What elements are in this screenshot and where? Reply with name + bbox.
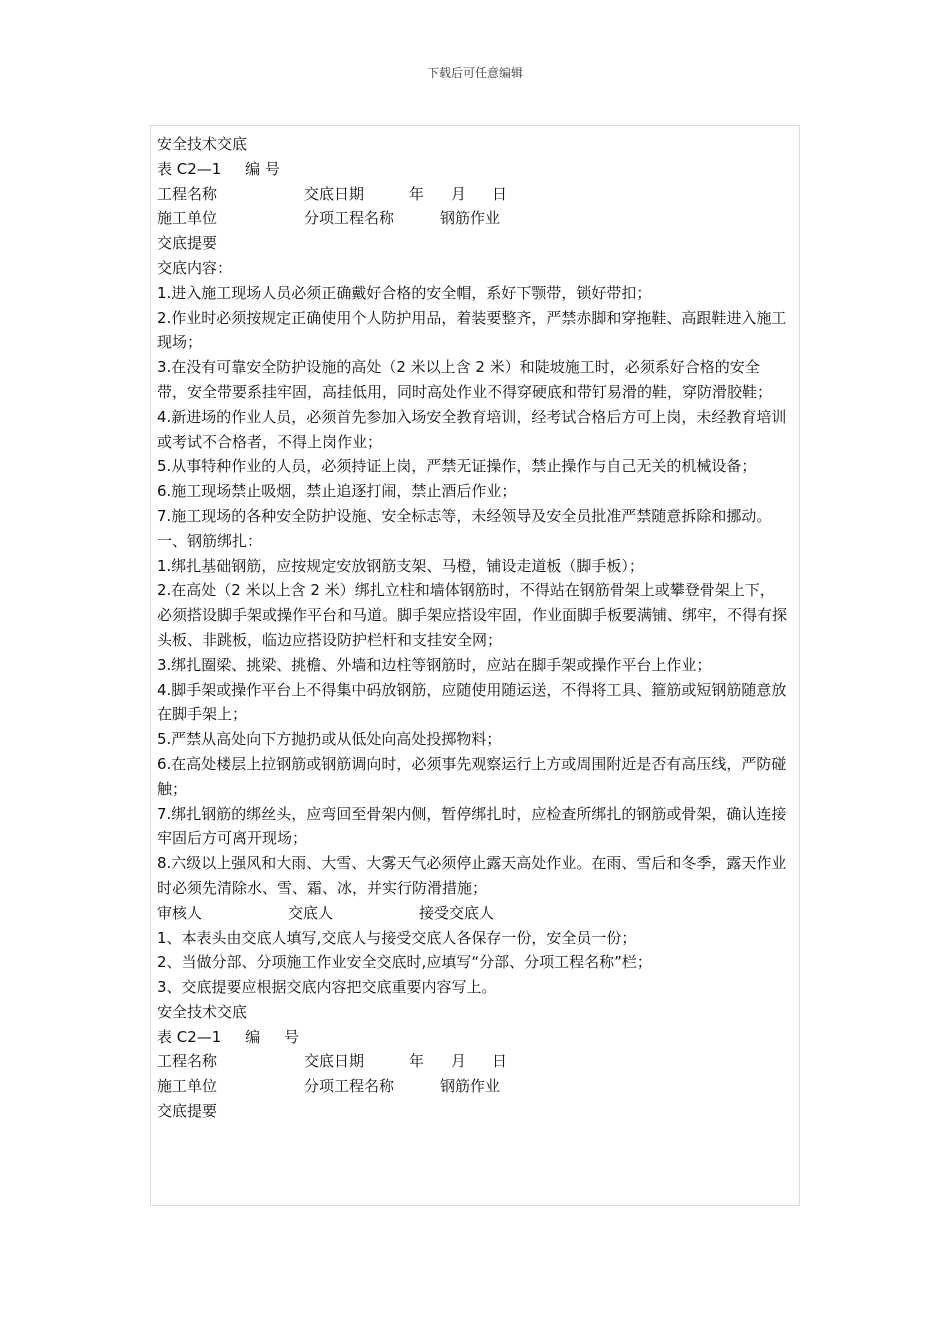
presenter-label: 交底人 (288, 903, 334, 922)
date-label-2: 交底日期 (304, 1052, 365, 1071)
document-frame (150, 125, 800, 1206)
content-item: 4.新进场的作业人员，必须首先参加入场安全教育培训，经考试合格后方可上岗，未经教育培训或考试不合格者，不得上岗作业； (157, 407, 787, 451)
unit-row-2 (157, 1074, 787, 1099)
form-number-2: 表 C2—1 编 号 (157, 1027, 300, 1046)
content-item: 7.施工现场的各种安全防护设施、安全标志等，未经领导及安全员批准严禁随意拆除和挪动。 (157, 506, 772, 525)
year-label: 年 (409, 184, 425, 203)
section-item: 7.绑扎钢筋的绑丝头，应弯回至骨架内侧，暂停绑扎时，应检查所绑扎的钢筋或骨架，确认连接牢固后方可离开现场； (157, 804, 787, 848)
section-item: 3.绑扎圈梁、挑梁、挑檐、外墙和边柱等钢筋时，应站在脚手架或操作平台上作业； (157, 655, 712, 674)
project-name-label: 工程名称 (157, 184, 218, 203)
month-label-2: 月 (451, 1052, 467, 1071)
day-label-2: 日 (492, 1052, 508, 1071)
month-label: 月 (451, 184, 467, 203)
summary-label-2: 交底提要 (157, 1102, 218, 1121)
form-title: 安全技术交底 (157, 135, 248, 153)
note-item: 2、当做分部、分项施工作业安全交底时,应填写“分部、分项工程名称”栏； (157, 953, 652, 972)
form-number: 表 C2—1 编 号 (157, 159, 280, 178)
page-header: 下载后可任意编辑 (426, 66, 523, 80)
signoff-row (157, 901, 787, 926)
content-item: 2.作业时必须按规定正确使用个人防护用品，着装要整齐，严禁赤脚和穿拖鞋、高跟鞋进入施工现场； (157, 308, 787, 352)
document-content (157, 132, 787, 1124)
section-item: 6.在高处楼层上拉钢筋或钢筋调向时，必须事先观察运行上方或周围附近是否有高压线，严防碰触； (157, 754, 787, 798)
section-item: 1.绑扎基础钢筋，应按规定安放钢筋支架、马橙，铺设走道板（脚手板）； (157, 556, 644, 575)
content-item: 5.从事特种作业的人员，必须持证上岗，严禁无证操作，禁止操作与自己无关的机械设备； (157, 457, 757, 476)
unit-row (157, 206, 787, 231)
subproject-value-2: 钢筋作业 (440, 1077, 501, 1096)
year-label-2: 年 (409, 1052, 425, 1071)
subproject-label-2: 分项工程名称 (304, 1077, 395, 1096)
note-item: 1、本表头由交底人填写,交底人与接受交底人各保存一份，安全员一份； (157, 928, 637, 947)
form-title-2: 安全技术交底 (157, 1002, 248, 1021)
project-name-label-2: 工程名称 (157, 1052, 218, 1071)
unit-label: 施工单位 (157, 209, 218, 228)
content-item: 1.进入施工现场人员必须正确戴好合格的安全帽，系好下颚带，锁好带扣； (157, 283, 652, 302)
project-row (157, 182, 787, 207)
day-label: 日 (492, 184, 508, 203)
section-item: 4.脚手架或操作平台上不得集中码放钢筋，应随使用随运送，不得将工具、箍筋或短钢筋随意放在脚手架上； (157, 680, 787, 724)
note-item: 3、交底提要应根据交底内容把交底重要内容写上。 (157, 978, 497, 997)
content-item: 6.施工现场禁止吸烟，禁止追逐打闹，禁止酒后作业； (157, 482, 517, 501)
section-item: 5.严禁从高处向下方抛扔或从低处向高处投掷物料； (157, 730, 502, 749)
subproject-label: 分项工程名称 (304, 209, 395, 228)
section-item: 8.六级以上强风和大雨、大雪、大雾天气必须停止露天高处作业。在雨、雪后和冬季，露天作业时必须先清除水、雪、霜、冰，并实行防滑措施； (157, 854, 787, 897)
receiver-label: 接受交底人 (419, 903, 495, 922)
project-row-2 (157, 1049, 787, 1074)
date-label: 交底日期 (304, 184, 365, 203)
subproject-value: 钢筋作业 (440, 209, 501, 228)
section-item: 2.在高处（2 米以上含 2 米）绑扎立柱和墙体钢筋时，不得站在钢筋骨架上或攀登骨架上下，必须搭设脚手架或操作平台和马道。脚手架应搭设牢固，作业面脚手板要满铺、绑牢，不得有探头板、非跳板，临边应搭设防护栏杆和支挂安全网； (157, 581, 788, 649)
reviewer-label: 审核人 (157, 903, 203, 922)
content-label: 交底内容： (157, 258, 233, 277)
content-item: 3.在没有可靠安全防护设施的高处（2 米以上含 2 米）和陡坡施工时，必须系好合格的安全带，安全带要系挂牢固，高挂低用，同时高处作业不得穿硬底和带钉易滑的鞋，穿防滑胶鞋； (157, 358, 773, 401)
section-title: 一、钢筋绑扎： (157, 531, 263, 550)
summary-label: 交底提要 (157, 234, 218, 253)
unit-label-2: 施工单位 (157, 1077, 218, 1096)
